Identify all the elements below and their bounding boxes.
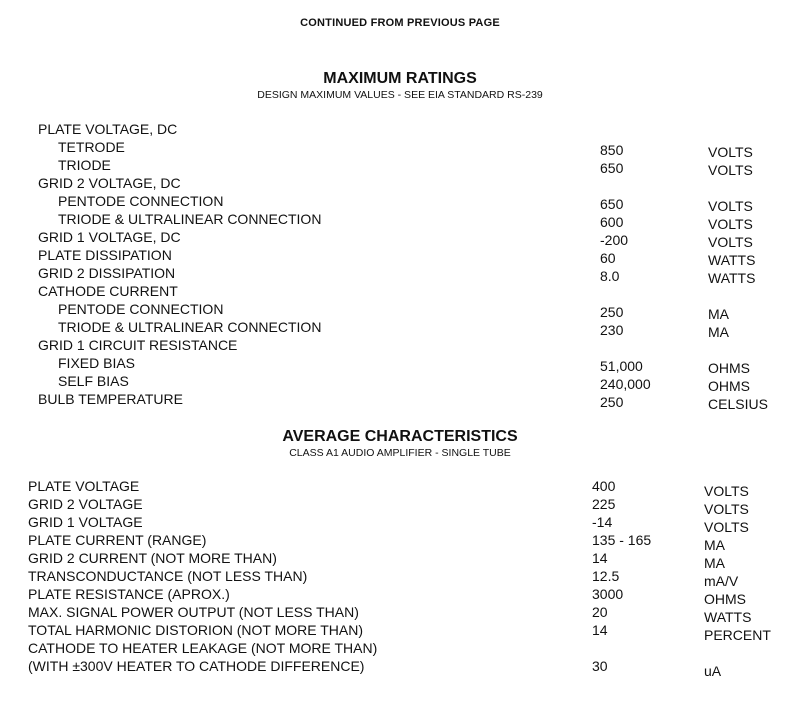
row-unit: VOLTS <box>708 216 753 232</box>
row-label: MAX. SIGNAL POWER OUTPUT (NOT LESS THAN) <box>28 604 359 620</box>
row-value: 30 <box>592 658 608 674</box>
row-label: GRID 2 DISSIPATION <box>38 265 176 281</box>
row-label: GRID 1 VOLTAGE, DC <box>38 229 181 245</box>
row-label: SELF BIAS <box>58 373 129 389</box>
row-unit: MA <box>704 555 725 571</box>
row-unit: CELSIUS <box>708 396 768 412</box>
table-row <box>0 639 800 657</box>
row-value: 230 <box>600 322 624 338</box>
table-row <box>0 477 800 499</box>
table-row <box>0 495 800 517</box>
row-label: PLATE VOLTAGE, DC <box>38 121 178 137</box>
row-value: 12.5 <box>592 568 620 584</box>
row-value: 600 <box>600 214 624 230</box>
row-unit: VOLTS <box>704 501 749 517</box>
row-label: TRANSCONDUCTANCE (NOT LESS THAN) <box>28 568 308 584</box>
row-value: 250 <box>600 394 624 410</box>
row-unit: VOLTS <box>708 234 753 250</box>
table-row <box>0 531 800 553</box>
row-value: 400 <box>592 478 616 494</box>
table-row <box>0 228 800 250</box>
row-unit: WATTS <box>708 252 756 268</box>
row-unit: WATTS <box>708 270 756 286</box>
characteristics-subtitle: CLASS A1 AUDIO AMPLIFIER - SINGLE TUBE <box>289 447 511 459</box>
row-value: 240,000 <box>600 376 651 392</box>
ratings-subtitle: DESIGN MAXIMUM VALUES - SEE EIA STANDARD RS-239 <box>257 89 543 101</box>
row-unit: OHMS <box>708 360 750 376</box>
table-row <box>0 192 800 214</box>
row-value: 850 <box>600 142 624 158</box>
table-row <box>0 585 800 607</box>
row-label: FIXED BIAS <box>58 355 136 371</box>
row-value: 14 <box>592 550 608 566</box>
row-label: GRID 2 VOLTAGE <box>28 496 143 512</box>
row-value: 3000 <box>592 586 624 602</box>
row-unit: WATTS <box>704 609 752 625</box>
row-label: BULB TEMPERATURE <box>38 391 183 407</box>
row-value: 14 <box>592 622 608 638</box>
table-row <box>0 138 800 160</box>
row-label: PLATE RESISTANCE (APROX.) <box>28 586 230 602</box>
row-label: CATHODE TO HEATER LEAKAGE (NOT MORE THAN) <box>28 640 378 656</box>
row-label: CATHODE CURRENT <box>38 283 178 299</box>
row-label: (WITH ±300V HEATER TO CATHODE DIFFERENCE) <box>28 658 365 674</box>
row-label: GRID 2 CURRENT (NOT MORE THAN) <box>28 550 277 566</box>
row-label: TRIODE & ULTRALINEAR CONNECTION <box>58 211 322 227</box>
row-value: -200 <box>600 232 629 248</box>
row-value: 20 <box>592 604 608 620</box>
table-row <box>0 567 800 589</box>
row-label: GRID 1 CIRCUIT RESISTANCE <box>38 337 238 353</box>
continued-header: CONTINUED FROM PREVIOUS PAGE <box>300 17 500 29</box>
table-row <box>0 621 800 643</box>
row-label: PENTODE CONNECTION <box>58 193 224 209</box>
table-row <box>0 549 800 571</box>
table-row <box>0 318 800 340</box>
table-row <box>0 300 800 322</box>
table-row <box>0 513 800 535</box>
table-row <box>0 246 800 268</box>
row-unit: VOLTS <box>708 144 753 160</box>
row-value: -14 <box>592 514 613 530</box>
ratings-title: MAXIMUM RATINGS <box>323 70 477 87</box>
row-unit: OHMS <box>708 378 750 394</box>
characteristics-title: AVERAGE CHARACTERISTICS <box>282 428 518 445</box>
table-row <box>0 336 800 354</box>
table-row <box>0 603 800 625</box>
table-row <box>0 354 800 376</box>
table-row <box>0 174 800 192</box>
row-value: 60 <box>600 250 616 266</box>
row-label: PENTODE CONNECTION <box>58 301 224 317</box>
row-label: GRID 2 VOLTAGE, DC <box>38 175 181 191</box>
row-value: 8.0 <box>600 268 620 284</box>
table-row <box>0 657 800 679</box>
row-unit: MA <box>708 306 729 322</box>
row-label: PLATE DISSIPATION <box>38 247 172 263</box>
row-unit: MA <box>708 324 729 340</box>
row-value: 135 - 165 <box>592 532 652 548</box>
row-unit: VOLTS <box>704 519 749 535</box>
row-label: TOTAL HARMONIC DISTORION (NOT MORE THAN) <box>28 622 363 638</box>
table-row <box>0 156 800 178</box>
row-unit: VOLTS <box>708 198 753 214</box>
table-row <box>0 372 800 394</box>
row-unit: MA <box>704 537 725 553</box>
row-value: 250 <box>600 304 624 320</box>
table-row <box>0 282 800 300</box>
row-label: TRIODE & ULTRALINEAR CONNECTION <box>58 319 322 335</box>
row-label: PLATE CURRENT (RANGE) <box>28 532 207 548</box>
row-label: TRIODE <box>58 157 111 173</box>
ratings-table <box>0 120 800 412</box>
row-value: 650 <box>600 160 624 176</box>
row-unit: PERCENT <box>704 627 771 643</box>
row-unit: OHMS <box>704 591 746 607</box>
row-unit: VOLTS <box>704 483 749 499</box>
row-label: PLATE VOLTAGE <box>28 478 140 494</box>
table-row <box>0 210 800 232</box>
row-value: 225 <box>592 496 616 512</box>
row-unit: VOLTS <box>708 162 753 178</box>
table-row <box>0 264 800 286</box>
characteristics-table <box>0 477 800 679</box>
row-label: TETRODE <box>58 139 125 155</box>
row-unit: uA <box>704 663 722 679</box>
row-label: GRID 1 VOLTAGE <box>28 514 143 530</box>
table-row <box>0 120 800 138</box>
row-unit: mA/V <box>704 573 739 589</box>
row-value: 650 <box>600 196 624 212</box>
row-value: 51,000 <box>600 358 643 374</box>
table-row <box>0 390 800 412</box>
